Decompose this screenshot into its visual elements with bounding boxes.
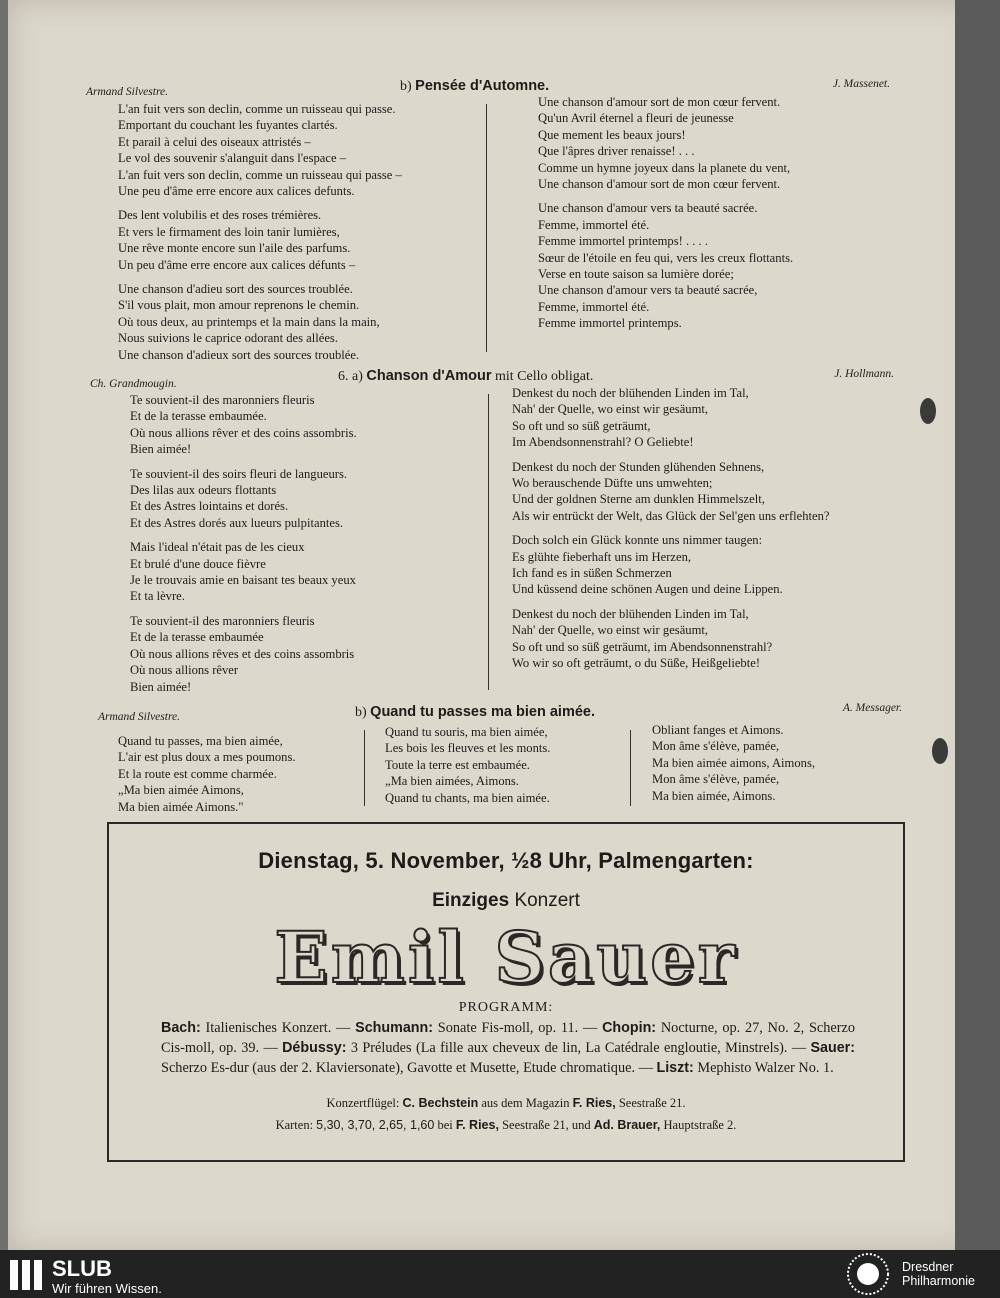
lyric-line: Quand tu passes, ma bien aimée, [118,734,283,748]
stanza [130,466,357,532]
lyric-line: Le vol des souvenir s'alanguit dans l'espace – [118,151,347,166]
philharmonie-logo-icon [842,1252,894,1296]
lyric-line: Femme, immortel été. [538,217,650,232]
work-composer: Chopin: [602,1020,657,1036]
stanza [538,94,793,192]
lyric-line: Te souvient-il des maronniers fleuris [130,393,315,407]
lyric-line: Und der goldnen Sterne am dunklen Himmelszelt, [512,492,765,507]
lyric-line: Verse en toute saison sa lumière dorée; [538,267,734,282]
lyric-line: Wo wir so oft geträumt, o du Süße, Heißgeliebte! [512,656,761,671]
lyrics-french [118,733,296,823]
composer-name: J. Hollmann. [834,368,894,380]
lyric-line: Und küssend deine schönen Augen und deine Lippen. [512,582,783,597]
song-title: b) Quand tu passes ma bien aimée. [355,704,595,720]
lyric-line: Denkest du noch der Stunden glühenden Sehnens, [512,459,765,474]
stanza [652,722,815,804]
slub-logo-text[interactable]: SLUB [52,1256,112,1281]
stanza [118,207,402,273]
lyric-line: Als wir entrückt der Welt, das Glück der Sel'gen uns erflehten? [512,508,830,523]
lyric-line: Que l'âpres driver renaisse! . . . [538,144,695,159]
stanza [118,281,402,363]
work-title: Scherzo Es-dur (aus der 2. Klaviersonate), Gavotte et Musette, Etude chromatique. — [161,1060,657,1076]
lyric-line: Te souvient-il des maronniers fleuris [130,613,315,628]
stanza [538,200,793,331]
lyric-line: Une chanson d'adieux sort des sources troublée. [118,347,360,362]
stanza [512,606,830,672]
lyric-line: Des lent volubilis et des roses trémières. [118,208,322,223]
lyric-line: Mon âme s'élève, pamée, [652,772,780,787]
page-edge [955,0,1000,1250]
stanza [130,539,357,605]
lyric-line: Et parail à celui des oiseaux attristés – [118,134,311,149]
programm-works [161,1018,855,1078]
lyric-line: Toute la terre est embaumée. [385,757,530,772]
slub-logo-icon [8,1258,44,1292]
lyrics-french [118,101,402,371]
stanza [512,385,830,451]
work-composer: Liszt: [656,1060,694,1076]
work-title: Italienisches Konzert. — [200,1020,356,1036]
lyric-line: S'il vous plait, mon amour reprenons le chemin. [118,298,360,313]
lyric-line: Une chanson d'amour vers ta beauté sacrée, [538,283,758,298]
lyric-line: Et de la terasse embaumée. [130,409,267,424]
column-divider [486,104,487,352]
lyrics-french [652,722,815,812]
lyric-line: Ma bien aimée Aimons." [118,799,244,814]
lyric-line: Denkest du noch der blühenden Linden im Tal, [512,386,749,400]
song-title: 6. a) Chanson d'Amour mit Cello obligat. [338,368,594,384]
programm-heading: PROGRAMM: [458,1000,554,1015]
column-divider [364,730,365,806]
lyrics-german [512,385,830,680]
lyric-line: So oft und so süß geträumt, [512,418,651,433]
lyric-line: Nah' der Quelle, wo einst wir gesäumt, [512,402,709,417]
lyric-line: Te souvient-il des soirs fleuri de langueurs. [130,466,348,481]
lyric-line: Es glühte fieberhaft uns im Herzen, [512,549,692,564]
lyric-line: Et vers le firmament des loin tanir lumières, [118,224,340,239]
lyric-line: Nah' der Quelle, wo einst wir gesäumt, [512,623,709,638]
lyric-line: Bien aimée! [130,442,192,457]
work-composer: Bach: [161,1020,201,1036]
lyric-line: Un peu d'âme erre encore aux calices défunts – [118,257,356,272]
lyric-line: Où tous deux, au printemps et la main dans la main, [118,314,380,329]
lyrics-french [538,94,793,340]
song-title: b) Pensée d'Automne. [400,78,550,94]
lyric-line: Et la route est comme charmée. [118,766,277,781]
lyric-line: Une chanson d'adieu sort des sources troublée. [118,282,353,297]
lyric-line: Et ta lèvre. [130,589,185,604]
philharmonie-logo-text[interactable]: Dresdner Philharmonie [902,1260,975,1288]
stanza [118,101,402,199]
punch-hole [920,398,936,424]
lyric-line: Des lilas aux odeurs flottants [130,483,277,498]
work-composer: Schumann: [355,1020,434,1036]
lyric-line: So oft und so süß geträumt, im Abendsonnenstrahl? [512,639,773,654]
lyric-line: Femme immortel printemps! . . . . [538,234,708,249]
lyric-line: „Ma bien aimée Aimons, [118,783,244,798]
lyric-line: Femme, immortel été. [538,299,650,314]
stanza [130,613,357,695]
work-composer: Sauer: [810,1040,855,1056]
lyrics-french [130,392,357,703]
concert-type: Einziges Konzert [432,890,580,911]
lyric-line: Ma bien aimée, Aimons. [652,788,776,803]
ticket-info: Karten: 5,30, 3,70, 2,65, 1,60 bei F. Ries, Seestraße 21, und Ad. Brauer, Hauptstraße 2. [275,1118,737,1132]
lyric-line: Je le trouvais amie en baisant tes beaux yeux [130,573,356,588]
lyric-line: Obliant fanges et Aimons. [652,723,784,737]
lyric-line: Où nous allions rêves et des coins assombris [130,646,355,661]
work-composer: Débussy: [282,1040,347,1056]
lyric-line: Une chanson d'amour sort de mon cœur fervent. [538,95,781,109]
author-name: Armand Silvestre. [98,711,180,723]
lyric-line: Nous suivions le caprice odorant des allées. [118,331,338,346]
lyric-line: Et des Astres lointains et dorés. [130,499,289,514]
lyric-line: Denkest du noch der blühenden Linden im Tal, [512,606,749,621]
lyric-line: Im Abendsonnenstrahl? O Geliebte! [512,435,694,450]
lyric-line: Et des Astres dorés aux lueurs pulpitantes. [130,515,344,530]
lyric-line: Une peu d'âme erre encore aux calices defunts. [118,184,355,199]
lyric-line: Quand tu chants, ma bien aimée. [385,790,550,805]
work-title: 3 Préludes (La fille aux cheveux de lin, La Catédrale engloutie, Minstrels). — [346,1040,811,1056]
lyric-line: Emportant du couchant les fuyantes clartés. [118,118,338,133]
lyrics-french [385,724,550,814]
piano-credit: Konzertflügel: C. Bechstein aus dem Magazin F. Ries, Seestraße 21. [326,1096,686,1110]
composer-name: A. Messager. [842,702,902,714]
lyric-line: Quand tu souris, ma bien aimée, [385,725,548,739]
lyric-line: Femme immortel printemps. [538,316,682,331]
lyric-line: Et de la terasse embaumée [130,630,264,645]
lyric-line: Mais l'ideal n'était pas de les cieux [130,540,305,555]
footer-bar [0,1250,1000,1298]
lyric-line: Doch solch ein Glück konnte uns nimmer taugen: [512,533,763,548]
lyric-line: Ma bien aimée aimons, Aimons, [652,755,815,770]
lyric-line: Sœur de l'étoile en feu qui, vers les creux flottants. [538,250,794,265]
concert-announcement [107,822,905,1162]
stanza [385,724,550,806]
stanza [512,532,830,598]
lyric-line: Où nous allions rêver et des coins assombris. [130,425,357,440]
lyric-line: Une rêve monte encore sun l'aile des parfums. [118,241,351,256]
lyric-line: Une chanson d'amour sort de mon cœur fervent. [538,177,781,192]
column-divider [488,394,489,690]
lyric-line: Wo berauschende Düfte uns umwehten; [512,476,713,491]
lyric-line: Bien aimée! [130,679,192,694]
lyric-line: Comme un hymne joyeux dans la planete du vent, [538,160,791,175]
lyric-line: Et brulé d'une douce fièvre [130,556,266,571]
lyric-line: L'an fuit vers son declin, comme un ruisseau qui passe. [118,102,396,116]
lyric-line: Que mement les beaux jours! [538,127,686,142]
slub-slogan: Wir führen Wissen. [52,1281,162,1296]
lyric-line: Où nous allions rêver [130,663,239,678]
lyric-line: L'air est plus doux a mes poumons. [118,750,296,765]
concert-date: Dienstag, 5. November, ½8 Uhr, Palmengarten: [258,848,754,873]
lyric-line: L'an fuit vers son declin, comme un ruisseau qui passe – [118,167,402,182]
lyric-line: Une chanson d'amour vers ta beauté sacrée. [538,201,758,216]
work-title: Sonate Fis-moll, op. 11. — [433,1020,603,1036]
stanza [118,733,296,815]
work-title: Mephisto Walzer No. 1. [693,1060,834,1076]
punch-hole [932,738,948,764]
lyric-line: Les bois les fleuves et les monts. [385,741,551,756]
work-title: Nocturne, op. 27, No. 2, Scherzo Cis-moll, op. 39. — [161,1020,855,1056]
lyric-line: Qu'un Avril éternel a fleuri de jeunesse [538,111,734,126]
stanza [512,459,830,525]
composer-name: J. Massenet. [832,78,890,90]
column-divider [630,730,631,806]
lyric-line: Mon âme s'élève, pamée, [652,739,780,754]
performer-name: Emil Sauer [274,916,738,999]
lyric-line: Ich fand es in süßen Schmerzen [512,566,672,581]
author-name: Ch. Grandmougin. [90,378,177,390]
stanza [130,392,357,458]
author-name: Armand Silvestre. [86,86,168,98]
lyric-line: „Ma bien aimées, Aimons. [385,774,519,789]
